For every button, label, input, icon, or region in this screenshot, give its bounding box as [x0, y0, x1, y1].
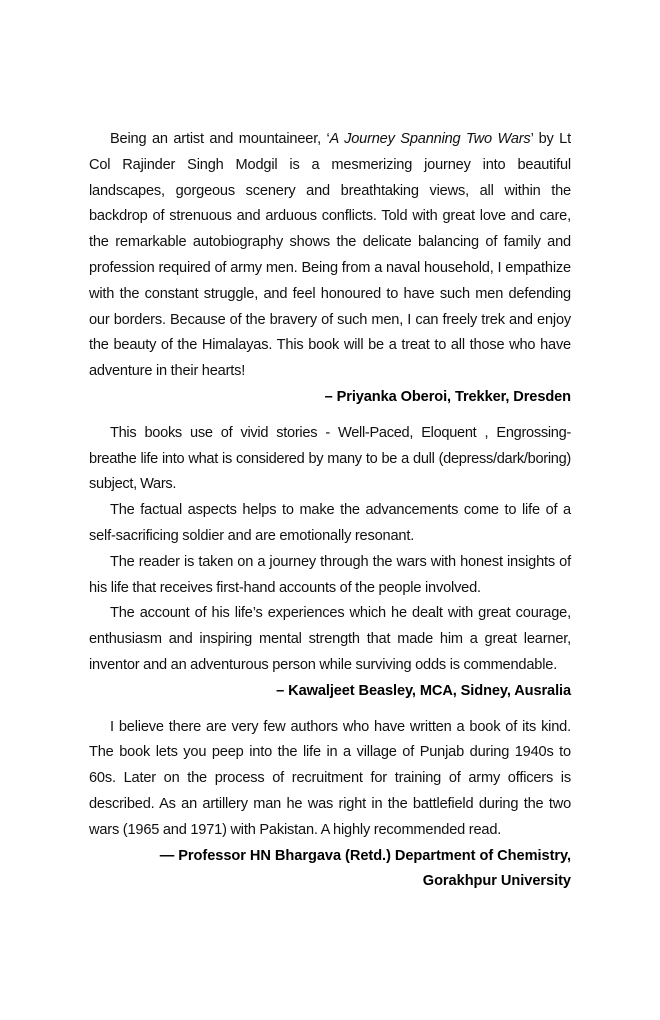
testimonial-3-paragraph-1: I believe there are very few authors who have written a book of its kind. The book lets you peep into the life in a village of Punjab during 1940s to 60s. Later on the process of recruitment for training of army officers is described. As an artillery man he was right in the battlefield during the two wars (1965 and 1971) with Pakistan. A highly recommended read. [89, 718, 571, 838]
testimonial-2-attribution: – Kawaljeet Beasley, MCA, Sidney, Ausralia [276, 682, 571, 699]
testimonial-1-lead: Being an artist and mountaineer, ‘ [110, 131, 330, 147]
testimonial-3-attribution-line-1: — Professor HN Bhargava (Retd.) Department of Chemistry, [159, 847, 571, 864]
testimonial-2-paragraph-1: This books use of vivid stories - Well-Paced, Eloquent , Engrossing- breathe life into what is considered by many to be a dull (depress/dark/boring) subject, Wars. [89, 424, 571, 493]
testimonial-3-attribution-line-2: Gorakhpur University [422, 873, 571, 890]
section-gap-1 [89, 411, 571, 421]
testimonial-1-rest: ’ by Lt Col Rajinder Singh Modgil is a mesmerizing journey into beautiful landscapes, gorgeous scenery and breathtaking views, all within the backdrop of strenuous and arduous conflicts. Told with great love and care, the remarkable autobiography shows the delicate balancing of family and profession required of army men. Being from a naval household, I empathize with the constant struggle, and feel honoured to have such men defending our borders. Because of the bravery of such men, I can freely trek and enjoy the beauty of the Himalayas. This book will be a treat to all those who have adventure in their hearts! [89, 131, 571, 380]
testimonial-2-paragraph-4: The account of his life’s experiences which he dealt with great courage, enthusiasm and inspiring mental strength that made him a great learner, inventor and an adventurous person while surviving odds is commendable. [89, 605, 571, 673]
testimonial-2-paragraph-3: The reader is taken on a journey through the wars with honest insights of his life that receives first-hand accounts of the people involved. [89, 553, 571, 596]
testimonial-1-body [89, 127, 571, 385]
section-gap-2 [89, 705, 571, 715]
testimonial-2-paragraph-2: The factual aspects helps to make the advancements come to life of a self-sacrificing soldier and are emotionally resonant. [89, 502, 571, 544]
text-column [89, 127, 571, 895]
testimonial-1-attribution: – Priyanka Oberoi, Trekker, Dresden [324, 388, 571, 405]
book-title: A Journey Spanning Two Wars [329, 131, 531, 147]
